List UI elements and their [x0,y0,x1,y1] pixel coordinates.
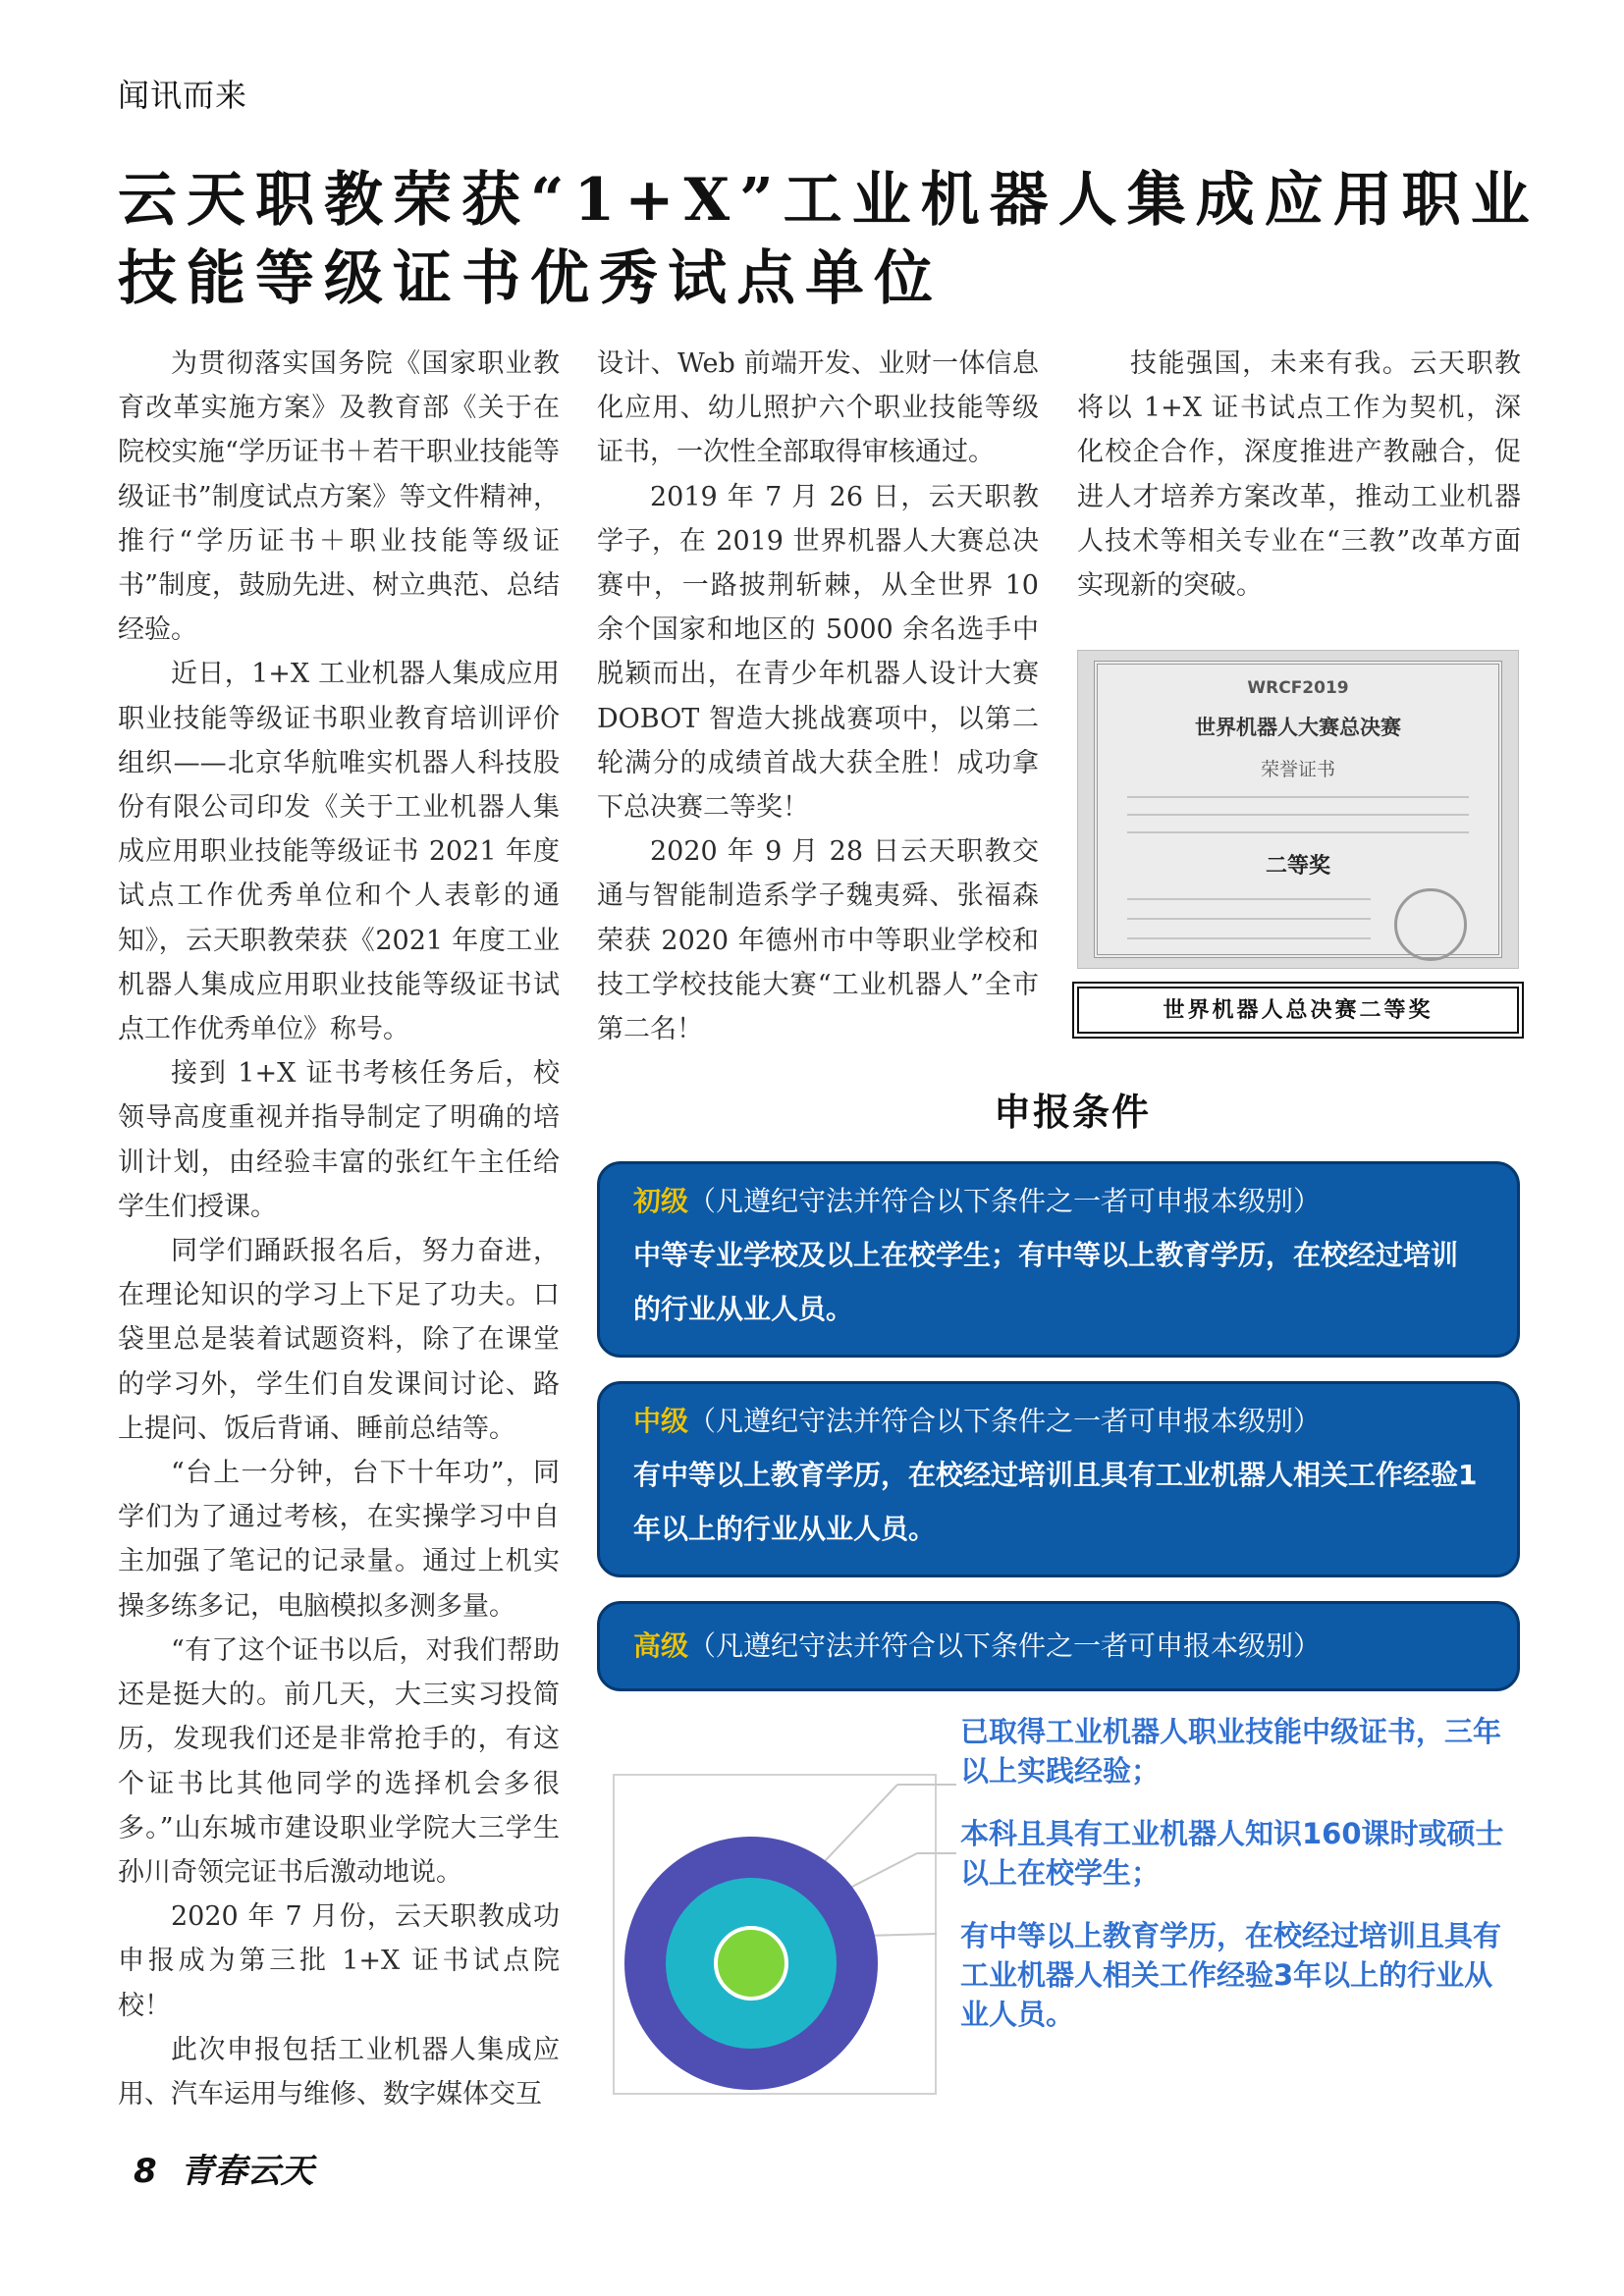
condition-header [633,1394,1484,1448]
headline-line-2: 技能等级证书优秀试点单位 [118,244,943,313]
article-column-2 [597,342,1039,1051]
paragraph: 2020 年 7 月份，云天职教成功申报成为第三批 1+X 证书试点院校！ [118,1901,560,2021]
advanced-requirement-3: 有中等以上教育学历，在校经过培训且具有工业机器人相关工作经验3年以上的行业从业人员。 [960,1919,1502,2031]
certificate-text-line [1127,918,1371,920]
level-label: 中级 [633,1405,689,1437]
advanced-requirement-2: 本科且具有工业机器人知识160课时或硕士以上在校学生； [960,1817,1504,1890]
condition-text: 中等专业学校及以上在校学生；有中等以上教育学历，在校经过培训的行业从业人员。 [633,1239,1459,1325]
condition-header [633,1174,1484,1228]
headline-line-1: 云天职教荣获“1+X”工业机器人集成应用职业 [118,166,1540,235]
article-column-1 [118,342,560,2116]
certificate-title: 世界机器人大赛总决赛 [1195,716,1401,739]
level-label: 高级 [633,1629,689,1662]
level-note: （凡遵纪守法并符合以下条件之一者可申报本级别） [688,1405,1322,1437]
condition-text: 有中等以上教育学历，在校经过培训且具有工业机器人相关工作经验1年以上的行业从业人员。 [633,1459,1478,1545]
paragraph: 2020 年 9 月 28 日云天职教交通与智能制造系学子魏夷舜、张福森荣获 2020 年德州市中等职业学校和技工学校技能大赛“工业机器人”全市第二名！ [597,836,1039,1045]
certificate-text-line [1127,831,1469,833]
certificate-frame [1094,661,1502,958]
level-note: （凡遵纪守法并符合以下条件之一者可申报本级别） [688,1185,1322,1217]
level-label: 初级 [633,1185,689,1217]
seal-icon [1394,888,1467,961]
certificate-text-line [1127,898,1371,900]
inner-ring [716,1928,786,1999]
paragraph: 为贯彻落实国务院《国家职业教育改革实施方案》及教育部《关于在院校实施“学历证书＋若干职业技能等级证书”制度试点方案》等文件精神，推行“学历证书＋职业技能等级证书”制度，鼓励先进、树立典范、总结经验。 [118,348,560,646]
level-note: （凡遵纪守法并符合以下条件之一者可申报本级别） [688,1629,1322,1662]
condition-box-intermediate [597,1381,1520,1577]
condition-box-advanced [597,1601,1520,1691]
certificate-photo [1077,650,1519,969]
advanced-requirement-1: 已取得工业机器人职业技能中级证书，三年以上实践经验； [960,1715,1502,1788]
photo-caption: 世界机器人总决赛二等奖 [1077,987,1519,1034]
paragraph: “有了这个证书以后，对我们帮助还是挺大的。前几天，大三实习投简历，发现我们还是非常抢手的，有这个证书比其他同学的选择机会多很多。”山东城市建设职业学院大三学生孙川奇领完证书后激动地说。 [118,1634,560,1888]
certificate-logo: WRCF2019 [1247,678,1349,698]
conditions-title: 申报条件 [994,1091,1152,1134]
paragraph: “台上一分钟，台下十年功”，同学们为了通过考核，在实操学习中自主加强了笔记的记录量。通过上机实操多练多记，电脑模拟多测多量。 [118,1458,560,1622]
certificate-text-line [1127,937,1371,939]
condition-box-junior [597,1161,1520,1358]
certificate-text-line [1127,796,1469,798]
paragraph: 同学们踊跃报名后，努力奋进，在理论知识的学习上下足了功夫。口袋里总是装着试题资料，除了在课堂的学习外，学生们自发课间讨论、路上提问、饭后背诵、睡前总结等。 [118,1236,560,1444]
article-column-3 [1077,342,1521,608]
paragraph: 接到 1+X 证书考核任务后，校领导高度重视并指导制定了明确的培训计划，由经验丰富的张红午主任给学生们授课。 [118,1058,560,1222]
paragraph: 近日，1+X 工业机器人集成应用职业技能等级证书职业教育培训评价组织——北京华航唯实机器人科技股份有限公司印发《关于工业机器人集成应用职业技能等级证书 2021 年度试点工作优秀单位和个人表彰的通知》，云天职教荣获《2021 年度工业机器人集成应用职业技能等级证书试点工作优秀单位》称号。 [118,659,560,1045]
paragraph: 技能强国，未来有我。云天职教将以 1+X 证书试点工作为契机，深化校企合作，深度推进产教融合，促进人才培养方案改革，推动工业机器人技术等相关专业在“三教”改革方面实现新的突破。 [1077,348,1521,602]
condition-header [633,1614,1484,1679]
certificate-text-line [1127,814,1469,816]
paragraph: 设计、Web 前端开发、业财一体信息化应用、幼儿照护六个职业技能等级证书，一次性全部取得审核通过。 [597,348,1039,468]
certificate-prize: 二等奖 [1265,854,1330,879]
certificate-subtitle: 荣誉证书 [1260,759,1335,780]
page-footer [134,2144,314,2192]
paragraph: 此次申报包括工业机器人集成应用、汽车运用与维修、数字媒体交互 [118,2034,560,2109]
section-label: 闻讯而来 [118,77,248,114]
paragraph: 2019 年 7 月 26 日，云天职教学子，在 2019 世界机器人大赛总决赛中，一路披荆斩棘，从全世界 10 余个国家和地区的 5000 余名选手中脱颖而出，在青少年机器人设计大赛 DOBOT 智造大挑战赛项中，以第二轮满分的成绩首战大获全胜！成功拿下总决赛二等奖！ [597,481,1039,824]
magazine-name: 青春云天 [180,2152,314,2191]
page-number: 8 [134,2152,157,2191]
